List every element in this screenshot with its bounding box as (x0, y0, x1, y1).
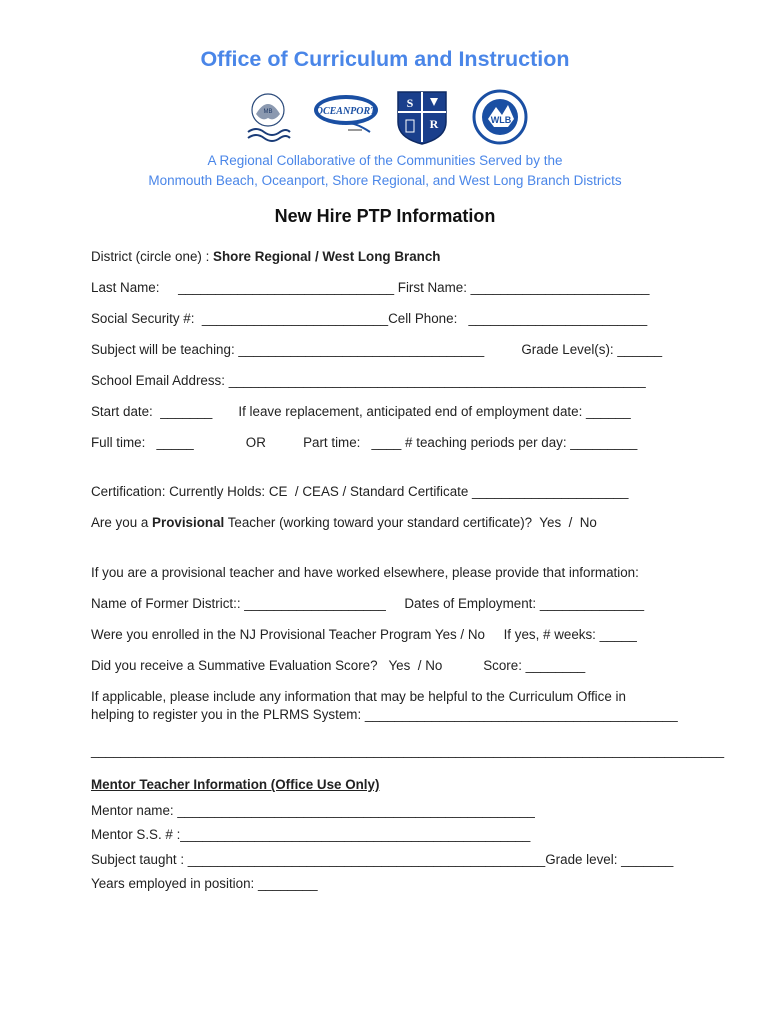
employment-type-field[interactable]: Full time: _____ OR Part time: ____ # teaching periods per day: _________ (91, 435, 638, 450)
nj-program-field[interactable]: Were you enrolled in the NJ Provisional Teacher Program Yes / No If yes, # weeks: _____ (91, 627, 637, 642)
district-label: District (circle one) : (91, 249, 214, 264)
subtitle-line-1: A Regional Collaborative of the Communities Served by the (207, 153, 563, 168)
mentor-name-field[interactable]: Mentor name: ________________________________________________ (91, 803, 535, 818)
svg-text:R: R (429, 117, 439, 131)
district-options[interactable]: Shore Regional / West Long Branch (213, 249, 441, 264)
mentor-subject-field[interactable]: Subject taught : ________________________________________________Grade level: _______ (91, 852, 674, 867)
wlb-logo-text: WLB (490, 115, 512, 125)
svg-text:S: S (406, 96, 414, 110)
monmouth-beach-logo (242, 88, 294, 149)
applicable-field[interactable]: helping to register you in the PLRMS System: __________________________________________ (91, 707, 678, 722)
svg-text:MB: MB (263, 109, 273, 115)
office-title: Office of Curriculum and Instruction (200, 47, 570, 71)
start-date-field[interactable]: Start date: _______ If leave replacement, anticipated end of employment date: ______ (91, 404, 631, 419)
shore-regional-logo (394, 88, 450, 151)
west-long-branch-logo (472, 89, 528, 150)
blank-line-field[interactable]: _____________________________________________________________________________________ (91, 743, 725, 758)
certification-field[interactable]: Certification: Currently Holds: CE / CEAS / Standard Certificate _____________________ (91, 484, 629, 499)
ssn-cell-field[interactable]: Social Security #: _________________________Cell Phone: ________________________ (91, 311, 648, 326)
mentor-ss-field[interactable]: Mentor S.S. # :_______________________________________________ (91, 827, 531, 842)
provisional-bold: Provisional (152, 515, 225, 530)
former-district-field[interactable]: Name of Former District:: ___________________ Dates of Employment: ______________ (91, 596, 645, 611)
subtitle-line-2: Monmouth Beach, Oceanport, Shore Regional, and West Long Branch Districts (148, 173, 622, 188)
form-heading: New Hire PTP Information (274, 206, 496, 226)
provisional-intro: If you are a provisional teacher and have worked elsewhere, please provide that information: (91, 565, 639, 580)
provisional-pre: Are you a (91, 515, 153, 530)
provisional-question[interactable] (91, 515, 597, 530)
provisional-post: Teacher (working toward your standard certificate)? Yes / No (224, 515, 597, 530)
name-field[interactable]: Last Name: _____________________________ First Name: ________________________ (91, 280, 650, 295)
applicable-line-1: If applicable, please include any information that may be helpful to the Curriculum Office in (91, 689, 626, 704)
summative-field[interactable]: Did you receive a Summative Evaluation Score? Yes / No Score: ________ (91, 658, 586, 673)
school-email-field[interactable]: School Email Address: ________________________________________________________ (91, 373, 646, 388)
district-line (91, 249, 440, 264)
mentor-section-title: Mentor Teacher Information (Office Use Only) (91, 777, 380, 792)
oceanport-logo (312, 92, 380, 143)
subject-grade-field[interactable]: Subject will be teaching: _________________________________ Grade Level(s): ______ (91, 342, 663, 357)
oceanport-logo-text: OCEANPORT (315, 106, 377, 117)
mentor-years-field[interactable]: Years employed in position: ________ (91, 876, 318, 891)
